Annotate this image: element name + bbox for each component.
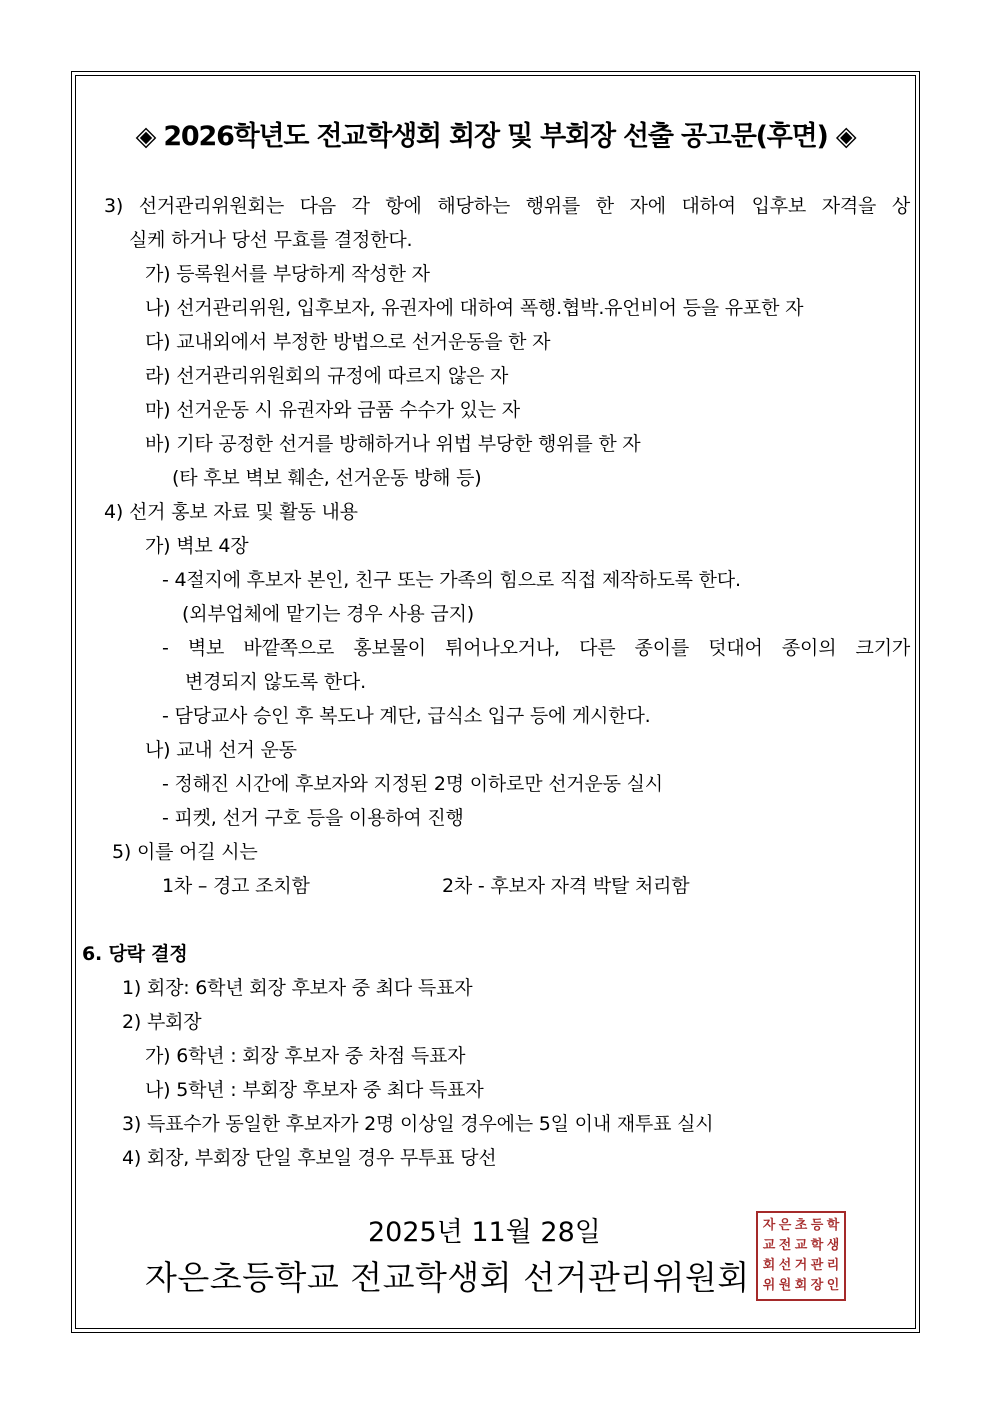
seal-char: 학 (810, 1238, 824, 1253)
seal-char: 리 (826, 1258, 840, 1273)
issuing-organization: 자은초등학교 전교학생회 선거관리위원회 (145, 1258, 750, 1297)
section5-penalty1: 1차 – 경고 조치함 (162, 875, 310, 897)
section6-heading: 6. 당락 결정 (82, 943, 188, 965)
seal-char: 원 (778, 1278, 792, 1293)
document-title: ◈ 2026학년도 전교학생회 회장 및 부회장 선출 공고문(후면) ◈ (135, 121, 856, 152)
section4-sub-a-bullet3: - 담당교사 승인 후 복도나 계단, 급식소 입구 등에 게시한다. (162, 705, 651, 727)
issue-date: 2025년 11월 28일 (368, 1217, 601, 1248)
section3-item-ga: 가) 등록원서를 부당하게 작성한 자 (145, 263, 430, 285)
section6-item1: 1) 회장: 6학년 회장 후보자 중 최다 득표자 (122, 977, 473, 999)
section4-sub-b-bullet2: - 피켓, 선거 구호 등을 이용하여 진행 (162, 807, 464, 829)
section4-sub-a-heading: 가) 벽보 4장 (145, 535, 249, 557)
section5-penalty2: 2차 - 후보자 자격 박탈 처리함 (442, 875, 690, 897)
section4-sub-a-bullet2-line1: - 벽보 바깥쪽으로 홍보물이 튀어나오거나, 다른 종이를 덧대어 종이의 크기가 (162, 637, 910, 659)
section6-item3: 3) 득표수가 동일한 후보자가 2명 이상일 경우에는 5일 이내 재투표 실시 (122, 1113, 714, 1135)
section4-sub-a-bullet2-line2: 변경되지 않도록 한다. (185, 671, 366, 693)
section4-sub-b-heading: 나) 교내 선거 운동 (145, 739, 297, 761)
section3-item-da: 다) 교내외에서 부정한 방법으로 선거운동을 한 자 (145, 331, 551, 353)
seal-char: 교 (794, 1238, 808, 1253)
seal-char: 인 (826, 1278, 840, 1293)
seal-char: 장 (810, 1278, 824, 1293)
section3-note: (타 후보 벽보 훼손, 선거운동 방해 등) (172, 467, 482, 489)
section4-heading: 4) 선거 홍보 자료 및 활동 내용 (104, 501, 358, 523)
section6-item4: 4) 회장, 부회장 단일 후보일 경우 무투표 당선 (122, 1147, 497, 1169)
official-seal-stamp (756, 1211, 846, 1301)
section6-item2-a: 가) 6학년 : 회장 후보자 중 차점 득표자 (145, 1045, 466, 1067)
section3-intro-line2: 실케 하거나 당선 무효를 결정한다. (129, 229, 413, 251)
seal-char: 생 (826, 1238, 840, 1253)
section4-sub-a-bullet1-line1: - 4절지에 후보자 본인, 친구 또는 가족의 힘으로 직접 제작하도록 한다. (162, 569, 741, 591)
seal-char: 초 (794, 1218, 808, 1233)
seal-char: 전 (778, 1238, 792, 1253)
section4-sub-a-bullet1-line2: (외부업체에 맡기는 경우 사용 금지) (182, 603, 474, 625)
section3-item-ra: 라) 선거관리위원회의 규정에 따르지 않은 자 (145, 365, 509, 387)
seal-char: 거 (794, 1258, 808, 1273)
section3-item-ma: 마) 선거운동 시 유권자와 금품 수수가 있는 자 (145, 399, 520, 421)
seal-char: 교 (762, 1238, 776, 1253)
seal-char: 선 (778, 1258, 792, 1273)
seal-char: 회 (794, 1278, 808, 1293)
section6-item2: 2) 부회장 (122, 1011, 202, 1033)
section3-item-ba: 바) 기타 공정한 선거를 방해하거나 위법 부당한 행위를 한 자 (145, 433, 641, 455)
section3-intro-line1: 3) 선거관리위원회는 다음 각 항에 해당하는 행위를 한 자에 대하여 입후보 자격을 상 (104, 195, 910, 217)
section3-item-na: 나) 선거관리위원, 입후보자, 유권자에 대하여 폭행.협박.유언비어 등을 유포한 자 (145, 297, 804, 319)
seal-char: 학 (826, 1218, 840, 1233)
section4-sub-b-bullet1: - 정해진 시간에 후보자와 지정된 2명 이하로만 선거운동 실시 (162, 773, 663, 795)
seal-char: 관 (810, 1258, 824, 1273)
seal-char: 등 (810, 1218, 824, 1233)
seal-char: 자 (762, 1218, 776, 1233)
seal-char: 위 (762, 1278, 776, 1293)
seal-char: 회 (762, 1258, 776, 1273)
section6-item2-b: 나) 5학년 : 부회장 후보자 중 최다 득표자 (145, 1079, 484, 1101)
section5-heading: 5) 이를 어길 시는 (112, 841, 258, 863)
seal-char: 은 (778, 1218, 792, 1233)
